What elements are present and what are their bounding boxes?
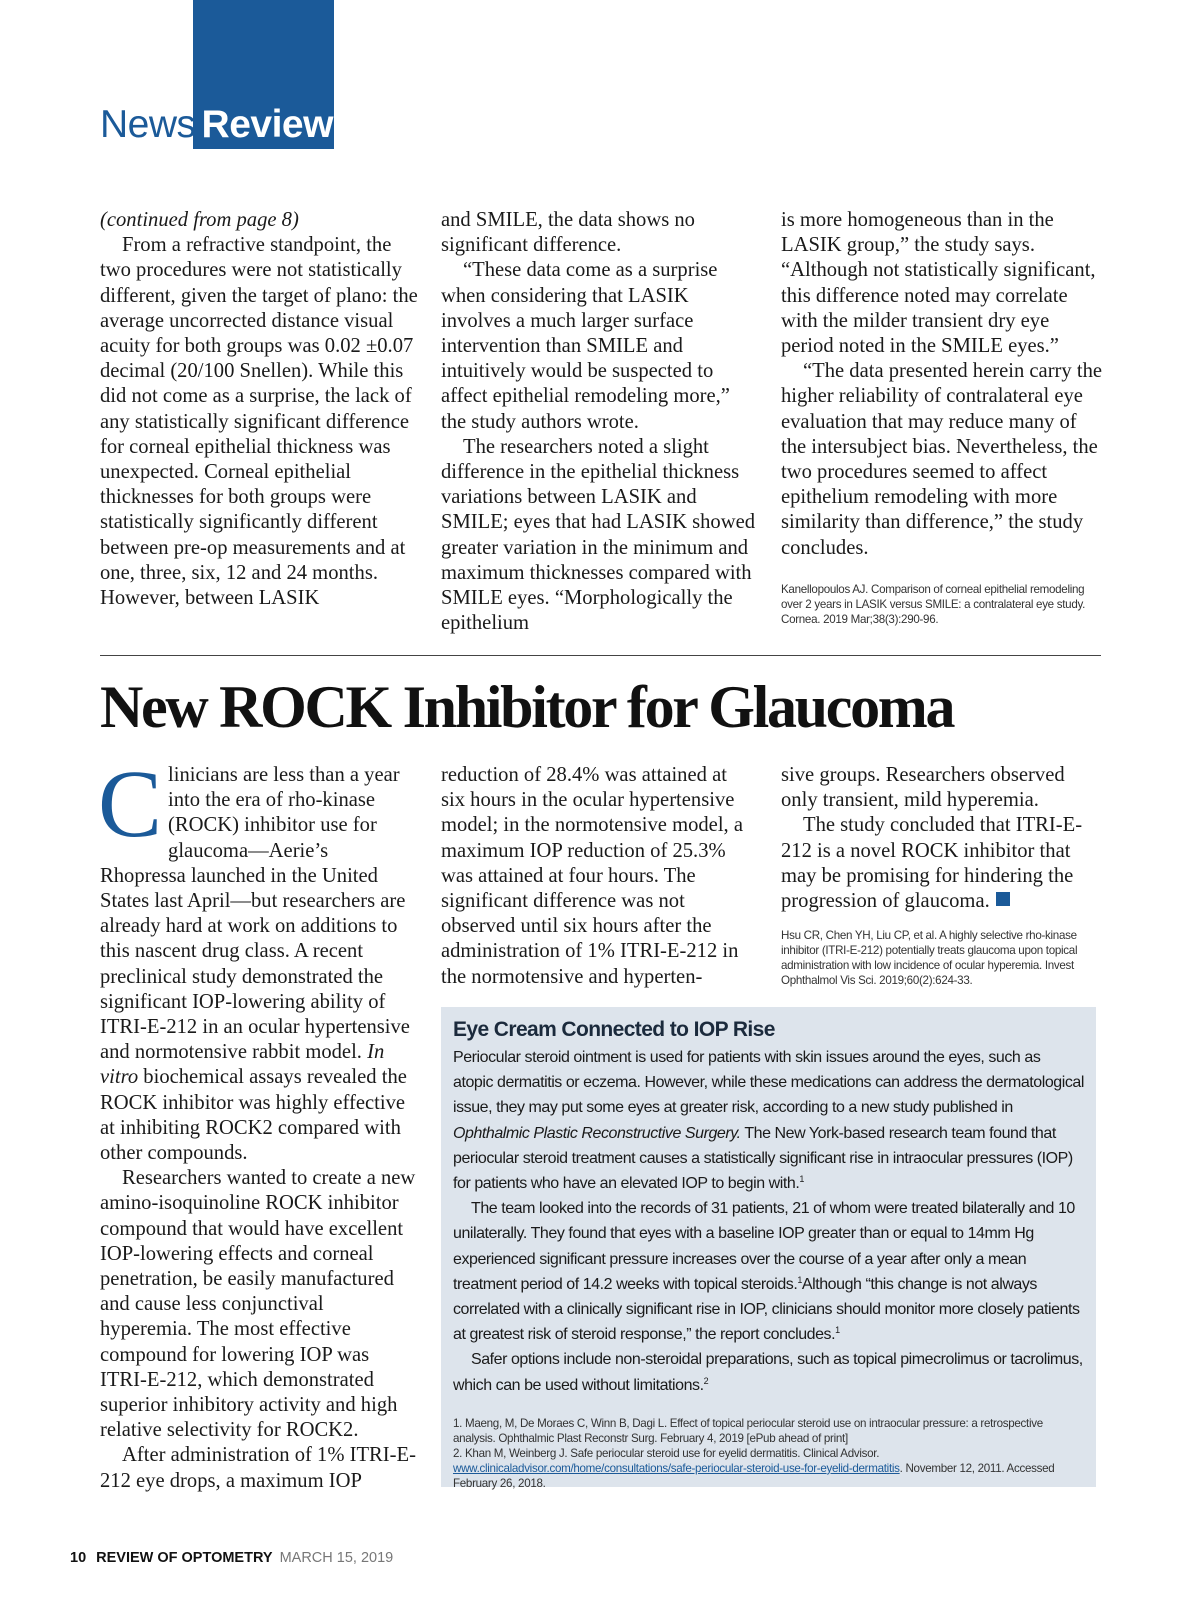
end-of-article-icon bbox=[996, 892, 1010, 906]
sidebar-paragraph bbox=[453, 1347, 1084, 1397]
main-article-italic: In vitro bbox=[100, 1041, 385, 1089]
top-article-column-3 bbox=[781, 208, 1103, 561]
section-divider bbox=[100, 655, 1101, 656]
main-article-column-1 bbox=[98, 750, 418, 1494]
top-article-paragraph: “These data come as a surprise when considering that LASIK involves a much larger surface intervention than SMILE and intuitively would be suspected to affect epithelial remodeling more,” the study authors wrote. bbox=[441, 259, 730, 433]
sidebar-reference-2 bbox=[453, 1446, 1084, 1491]
journal-name: Ophthalmic Plastic Reconstructive Surgery. bbox=[453, 1124, 741, 1142]
sidebar-text: Safer options include non-steroidal preparations, such as topical pimecrolimus or tacrolimus, which can be used without limitations. bbox=[453, 1351, 1083, 1394]
main-article-paragraph bbox=[781, 813, 1101, 914]
main-article-paragraph: After administration of 1% ITRI-E-212 eye drops, a maximum IOP bbox=[100, 1444, 416, 1492]
sidebar-box bbox=[441, 1007, 1096, 1490]
top-article-paragraph: and SMILE, the data shows no significant difference. bbox=[441, 209, 695, 257]
section-label-review: Review bbox=[201, 103, 333, 146]
section-label-news: News bbox=[100, 103, 196, 146]
main-article-paragraph: reduction of 28.4% was attained at six hours in the ocular hypertensive model; in the normotensive model, a maximum IOP reduction of 25.3% was attained at four hours. The significant difference was not observed until six hours after the administration of 1% ITRI-E-212 in the normotensive and hyperten- bbox=[441, 764, 743, 988]
issue-date: MARCH 15, 2019 bbox=[279, 1550, 394, 1566]
sidebar-text: The team looked into the records of 31 patients, 21 of whom were treated bilaterally and 10 unilaterally. They found that eyes with a baseline IOP greater than or equal to 14mm Hg experienced significant pressure increases over the course of a year after only a mean treatment period of 14.2 weeks with topical steroids. bbox=[453, 1200, 1075, 1293]
magazine-name: REVIEW OF OPTOMETRY bbox=[96, 1550, 273, 1566]
sidebar-text: Periocular steroid ointment is used for patients with skin issues around the eyes, such as atopic dermatitis or eczema. However, while these medications can address the dermatological issue, they may put some eyes at greater risk, according to a new study published in bbox=[453, 1049, 1084, 1117]
sidebar-reference-1: 1. Maeng, M, De Moraes C, Winn B, Dagi L. Effect of topical periocular steroid use on intraocular pressure: a retrospective analysis. Ophthalmic Plast Reconstr Surg. February 4, 2019 [ePub ahead of print] bbox=[453, 1416, 1043, 1445]
sidebar-paragraph bbox=[453, 1196, 1084, 1347]
top-article-paragraph: “The data presented herein carry the higher reliability of contralateral eye evaluation that may reduce many of the intersubject bias. Nevertheless, the two procedures seemed to affect epithelium remodeling with more similarity than difference,” the study concludes. bbox=[781, 360, 1103, 559]
article-headline: New ROCK Inhibitor for Glaucoma bbox=[100, 674, 954, 740]
footnote-marker: 1 bbox=[835, 1325, 840, 1336]
footnote-marker: 2 bbox=[703, 1375, 709, 1386]
main-article-column-2 bbox=[441, 763, 755, 990]
sidebar-title: Eye Cream Connected to IOP Rise bbox=[453, 1018, 775, 1041]
main-article-column-3 bbox=[781, 763, 1101, 914]
sidebar-text: Although “this change is not always correlated with a clinically significant rise in IOP, clinicians should monitor more closely patients at greatest risk of steroid response,” the report concludes. bbox=[453, 1275, 1080, 1344]
sidebar-body bbox=[453, 1045, 1084, 1398]
top-article-reference: Kanellopoulos AJ. Comparison of corneal epithelial remodeling over 2 years in LASIK versus SMILE: a contralateral eye study. Cornea. 2019 Mar;38(3):290-96. bbox=[781, 583, 1086, 626]
page-footer bbox=[70, 1548, 393, 1568]
top-article-column-1 bbox=[100, 208, 418, 611]
top-article-paragraph: is more homogeneous than in the LASIK group,” the study says. “Although not statistically significant, this difference noted may correlate with the milder transient dry eye period noted in the SMILE eyes.” bbox=[781, 209, 1096, 358]
continued-note: (continued from page 8) bbox=[100, 209, 299, 231]
main-article-text: linicians are less than a year into the era of rho-kinase (ROCK) inhibitor use for glaucoma—Aerie’s Rhopressa launched in the United States last April—but researchers are already hard at work on additions to this nascent drug class. A recent preclinical study demonstrated the significant IOP-lowering ability of ITRI-E-212 in an ocular hypertensive and normotensive rabbit model. bbox=[100, 764, 410, 1064]
top-article-column-2 bbox=[441, 208, 755, 636]
footnote-marker: 1 bbox=[799, 1174, 804, 1185]
reference-text: 2. Khan M, Weinberg J. Safe periocular steroid use for eyelid dermatitis. Clinical Advisor. bbox=[453, 1446, 880, 1460]
sidebar-paragraph bbox=[453, 1045, 1084, 1196]
sidebar-references bbox=[453, 1416, 1084, 1491]
main-article-paragraph bbox=[98, 750, 418, 1166]
sidebar-text: The New York-based research team found that periocular steroid treatment causes a statistically significant rise in intraocular pressures (IOP) for patients who have an elevated IOP to begin with. bbox=[453, 1124, 1073, 1193]
top-article-paragraph: From a refractive standpoint, the two procedures were not statistically different, given the target of plano: the average uncorrected distance visual acuity for both groups was 0.02 ±0.07 decimal (20/100 Snellen). While this did not come as a surprise, the lack of any statistically significant difference for corneal epithelial thickness was unexpected. Corneal epithelial thicknesses for both groups were statistically significantly different between pre-op measurements and at one, three, six, 12 and 24 months. However, between LASIK bbox=[100, 234, 418, 610]
main-article-reference: Hsu CR, Chen YH, Liu CP, et al. A highly selective rho-kinase inhibitor (ITRI-E-212) potentially treats glaucoma upon topical administration with low incidence of ocular hyperemia. Invest Ophthalmol Vis Sci. 2019;60(2):624-33. bbox=[781, 929, 1078, 987]
main-article-text: biochemical assays revealed the ROCK inhibitor was highly effective at inhibiting ROCK2 compared with other compounds. bbox=[100, 1066, 407, 1165]
section-label bbox=[100, 100, 333, 150]
page-number: 10 bbox=[70, 1550, 87, 1566]
top-article-paragraph: The researchers noted a slight difference in the epithelial thickness variations between LASIK and SMILE; eyes that had LASIK showed greater variation in the minimum and maximum thicknesses compared with SMILE eyes. “Morphologically the epithelium bbox=[441, 435, 756, 635]
footnote-marker: 1 bbox=[797, 1274, 802, 1285]
main-article-paragraph: Researchers wanted to create a new amino-isoquinoline ROCK inhibitor compound that would have excellent IOP-lowering effects and corneal penetration, be easily manufactured and cause less conjunctival hyperemia. The most effective compound for lowering IOP was ITRI-E-212, which demonstrated superior inhibitory activity and high relative selectivity for ROCK2. bbox=[100, 1167, 416, 1442]
drop-cap: C bbox=[98, 750, 163, 857]
reference-link[interactable]: www.clinicaladvisor.com/home/consultations/safe-periocular-steroid-use-for-eyelid-dermatitis bbox=[453, 1461, 900, 1475]
main-article-text: The study concluded that ITRI-E-212 is a novel ROCK inhibitor that may be promising for hindering the progression of glaucoma. bbox=[781, 814, 1083, 913]
main-article-paragraph: sive groups. Researchers observed only transient, mild hyperemia. bbox=[781, 764, 1065, 812]
reference-text: . November 12, 2011. Accessed February 26, 2018. bbox=[453, 1461, 1055, 1490]
